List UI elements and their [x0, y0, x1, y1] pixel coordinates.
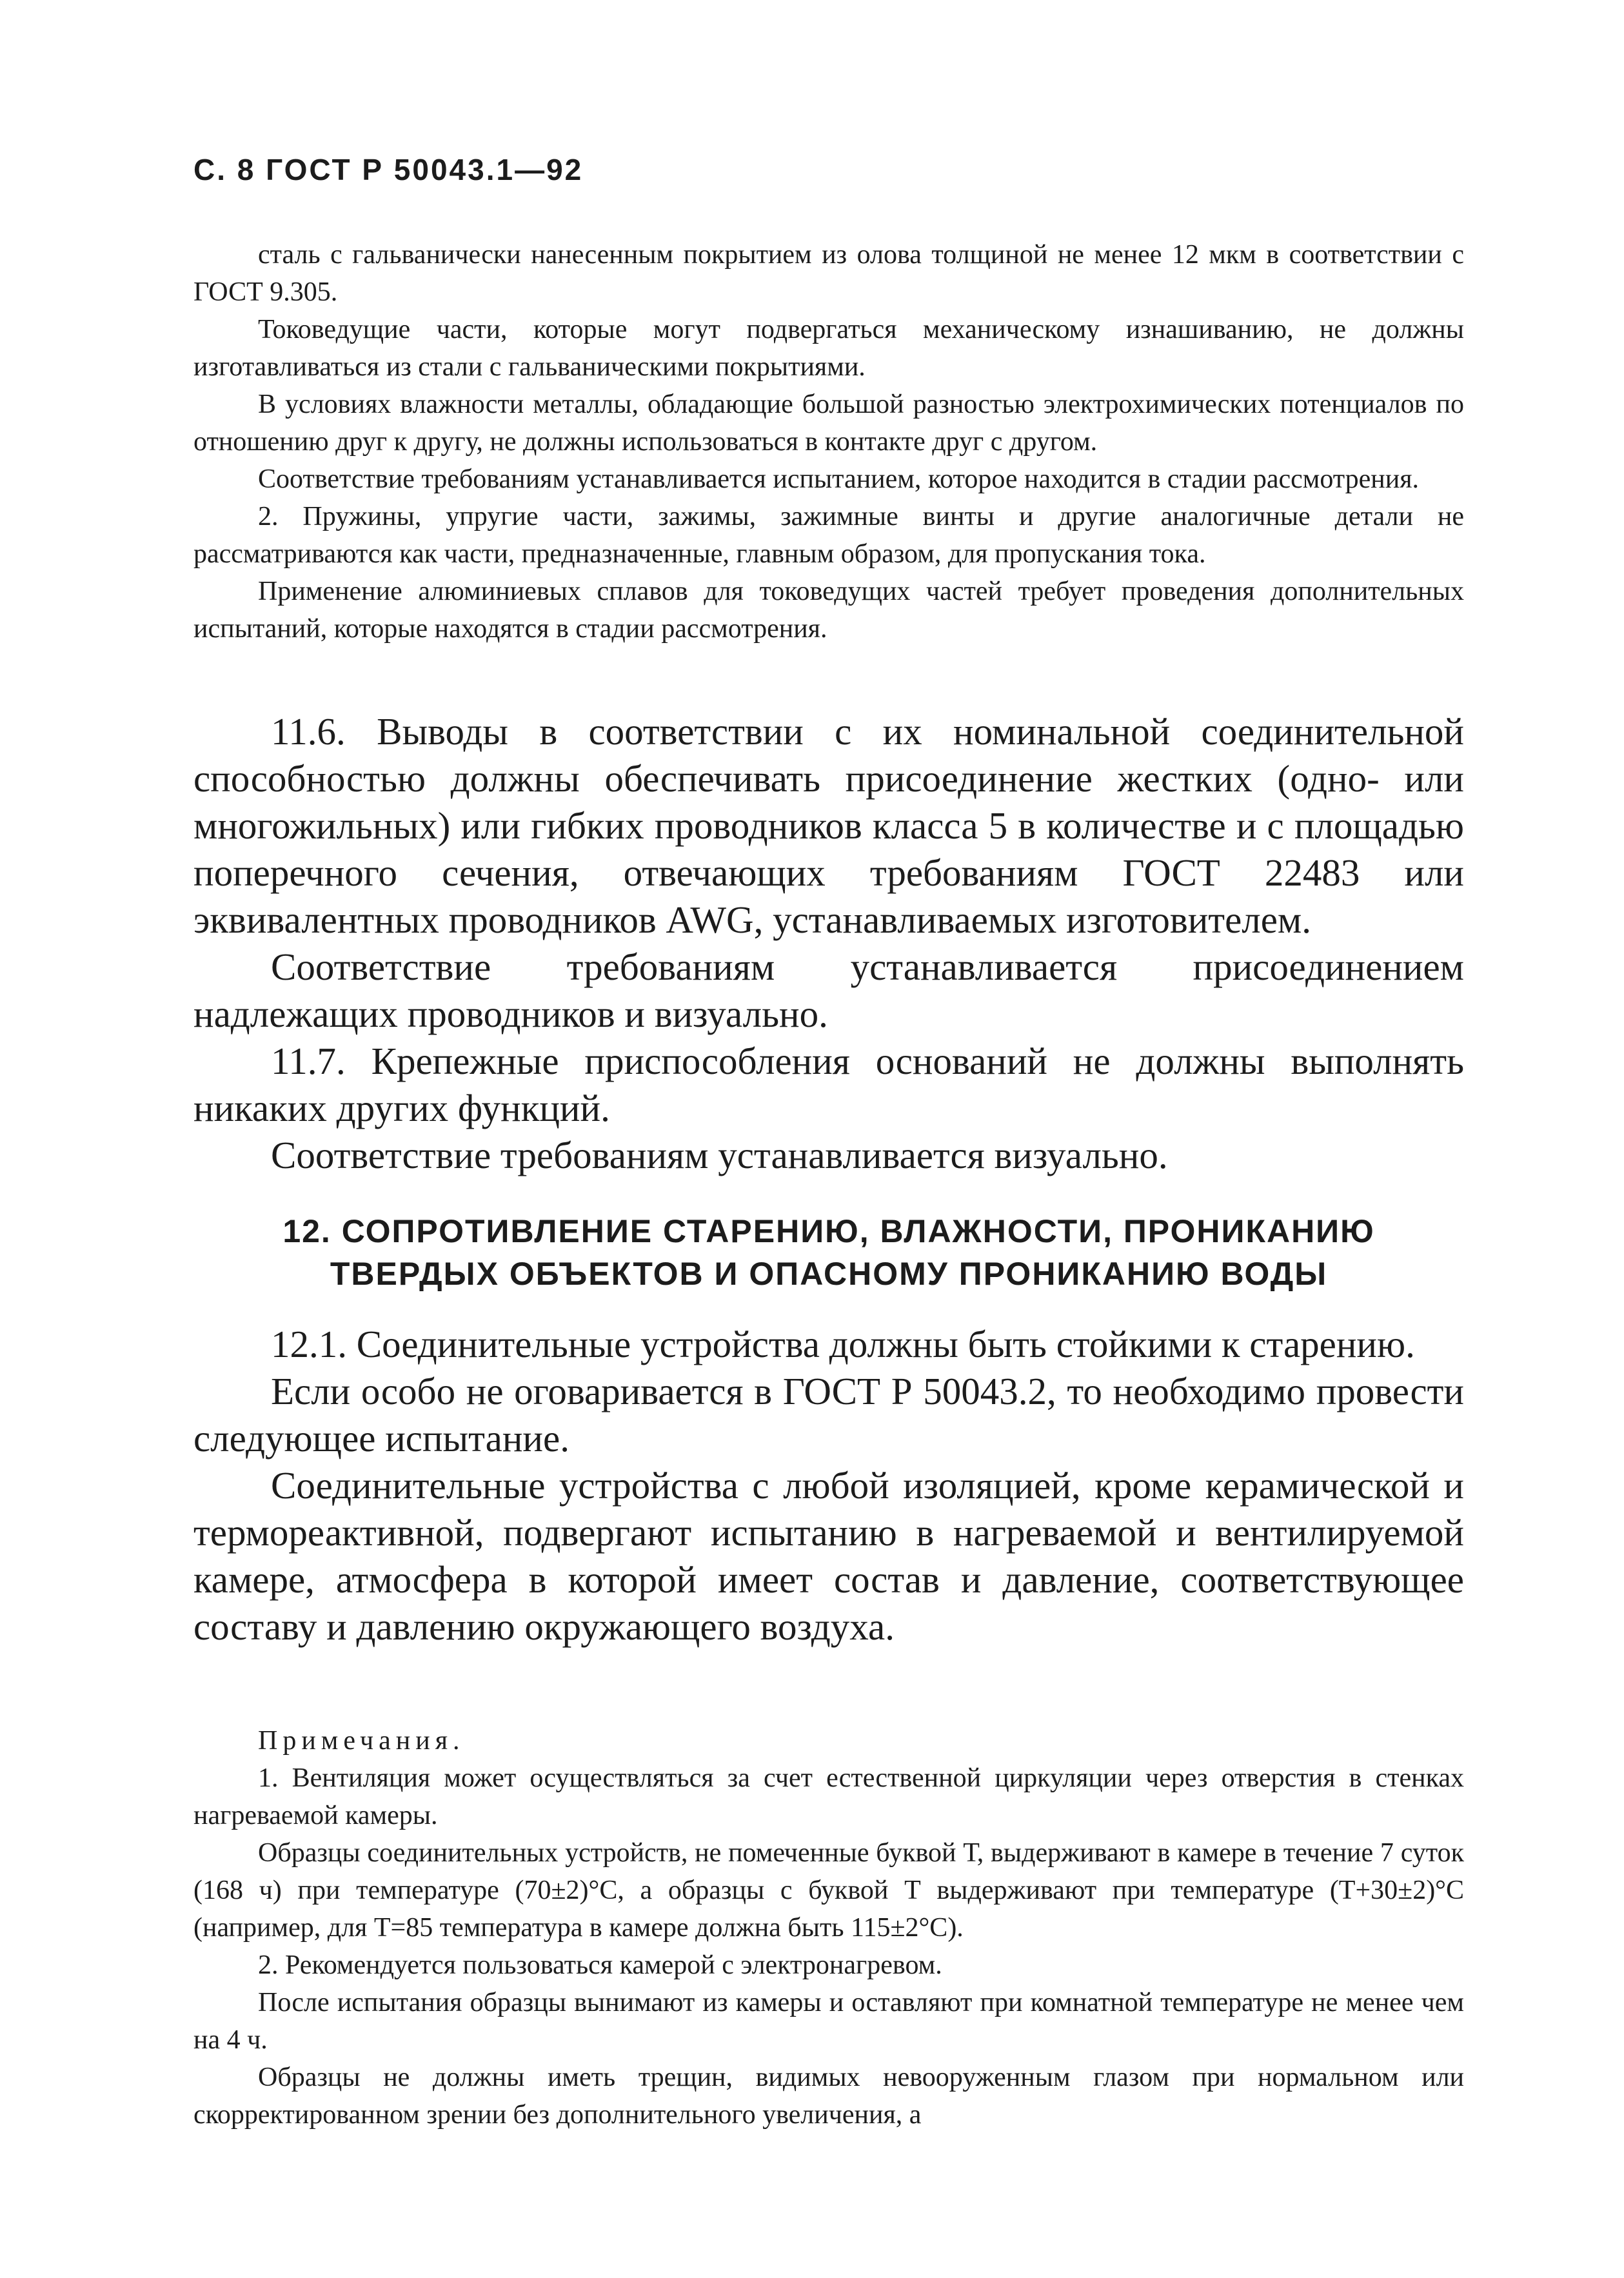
note-item: Образцы соединительных устройств, не помеченные буквой Т, выдерживают в камере в течение 7 суток (168 ч) при температуре (70±2)°С, а образцы с буквой Т выдерживают при температуре (Т+30±2)°С (например, для Т=85 температура в камере должна быть 115±2°С).: [193, 1838, 1464, 1943]
paragraph: Соответствие требованиям устанавливается визуально.: [271, 1134, 1168, 1176]
paragraph: сталь с гальванически нанесенным покрытием из олова толщиной не менее 12 мкм в соответствии с ГОСТ 9.305.: [193, 240, 1464, 307]
paragraph: Соответствие требованиям устанавливается присоединением надлежащих проводников и визуально.: [193, 946, 1464, 1035]
paragraph: Токоведущие части, которые могут подвергаться механическому изнашиванию, не должны изготавливаться из стали с гальваническими покрытиями.: [193, 315, 1464, 382]
note-item: Образцы не должны иметь трещин, видимых невооруженным глазом при нормальном или скорректированном зрении без дополнительного увеличения, а: [193, 2063, 1464, 2130]
clause-11-7: 11.7. Крепежные приспособления оснований не должны выполнять никаких других функций.: [193, 1040, 1464, 1129]
paragraph: В условиях влажности металлы, обладающие большой разностью электрохимических потенциалов по отношению друг к другу, не должны использоваться в контакте друг с другом.: [193, 390, 1464, 457]
note-item: 1. Вентиляция может осуществляться за счет естественной циркуляции через отверстия в стенках нагреваемой камеры.: [193, 1763, 1464, 1830]
paragraph: Соединительные устройства с любой изоляцией, кроме керамической и термореактивной, подвергают испытанию в нагреваемой и вентилируемой камере, атмосфера в которой имеет состав и давление, соответствующее составу и давлению окружающего воздуха.: [193, 1464, 1464, 1648]
clause-11-6: 11.6. Выводы в соответствии с их номинальной соединительной способностью должны обеспечивать присоединение жестких (одно- или многожильных) или гибких проводников класса 5 в количестве и с площадью поперечного сечения, отвечающих требованиям ГОСТ 22483 или эквивалентных проводников AWG, устанавливаемых изготовителем.: [193, 710, 1464, 941]
note-item: 2. Рекомендуется пользоваться камерой с электронагревом.: [258, 1950, 942, 1980]
note-item: После испытания образцы вынимают из камеры и оставляют при комнатной температуре не менее чем на 4 ч.: [193, 1988, 1464, 2055]
heading-line: ТВЕРДЫХ ОБЪЕКТОВ И ОПАСНОМУ ПРОНИКАНИЮ ВОДЫ: [330, 1256, 1328, 1292]
section-12-heading: [193, 1210, 1464, 1295]
running-head: С. 8 ГОСТ Р 50043.1—92: [193, 153, 584, 186]
paragraph: 2. Пружины, упругие части, зажимы, зажимные винты и другие аналогичные детали не рассматриваются как части, предназначенные, главным образом, для пропускания тока.: [193, 502, 1464, 569]
notes-title: Примечания.: [258, 1726, 465, 1756]
clause-12-1: 12.1. Соединительные устройства должны быть стойкими к старению.: [271, 1323, 1415, 1365]
section-11-block: [193, 708, 1464, 1179]
paragraph: Применение алюминиевых сплавов для токоведущих частей требует проведения дополнительных испытаний, которые находятся в стадии рассмотрения.: [193, 577, 1464, 644]
notes-block: [193, 1722, 1464, 2134]
top-text-block: [193, 236, 1464, 648]
section-12-block: [193, 1321, 1464, 1650]
heading-line: 12. СОПРОТИВЛЕНИЕ СТАРЕНИЮ, ВЛАЖНОСТИ, ПРОНИКАНИЮ: [282, 1213, 1375, 1249]
paragraph: Соответствие требованиям устанавливается испытанием, которое находится в стадии рассмотрения.: [258, 464, 1420, 494]
paragraph: Если особо не оговаривается в ГОСТ Р 50043.2, то необходимо провести следующее испытание.: [193, 1370, 1464, 1460]
